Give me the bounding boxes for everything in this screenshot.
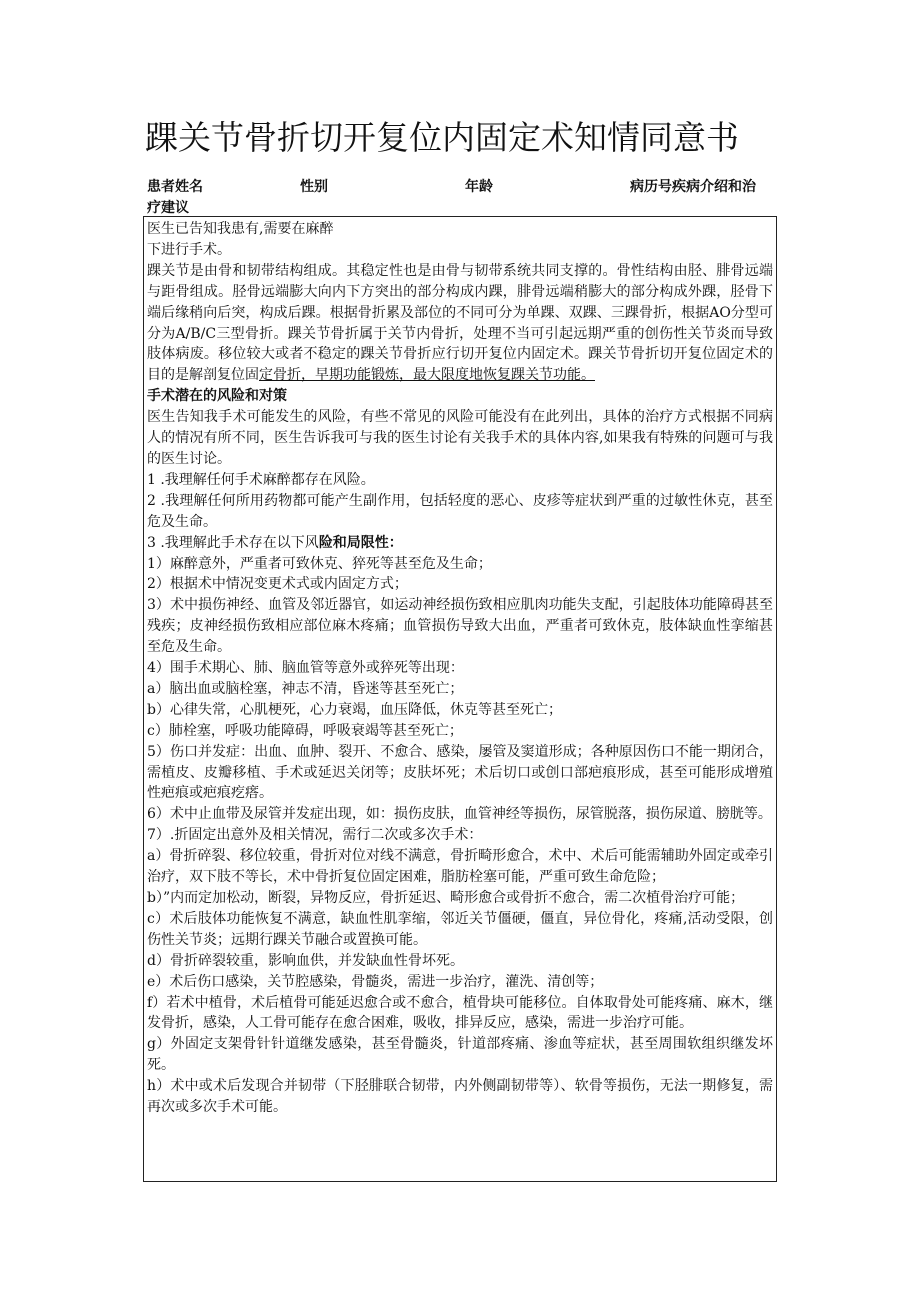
consent-content-box	[143, 216, 777, 1182]
risk-sub-2: 2）根据术中情况变更术式或内固定方式；	[147, 576, 408, 593]
document-title: 踝关节骨折切开复位内固定术知情同意书	[145, 118, 739, 157]
risks-intro: 医生告知我手术可能发生的风险，有些不常见的风险可能没有在此列出，具体的治疗方式根据不同病人的情况有所不同，医生告诉我可与我的医生讨论有关我手术的具体内容,如果我有特殊的问题可与我的医生讨论。	[147, 409, 773, 467]
intro-line-2: 下进行手术。	[147, 241, 231, 258]
risk-sub-7g: g）外固定支架骨针针道继发感染，甚至骨髓炎，针道部疼痛、渗血等症状，甚至周围软组织继发坏死。	[147, 1036, 773, 1074]
risk-item-3-bold: 险和局限性：	[318, 534, 403, 551]
risks-heading: 手术潜在的风险和对策	[147, 388, 287, 405]
age-label: 年龄	[465, 179, 493, 195]
risk-item-3	[147, 533, 773, 554]
patient-info-row	[147, 176, 787, 196]
gender-label: 性别	[300, 179, 328, 195]
risk-sub-7c: c）术后肢体功能恢复不满意，缺血性肌挛缩，邻近关节僵硬，僵直，异位骨化，疼痛,活动受限，创伤性关节炎；远期行踝关节融合或置换可能。	[147, 910, 773, 948]
ankle-description-text: 踝关节是由骨和韧带结构组成。其稳定性也是由骨与韧带系统共同支撑的。骨性结构由胫、腓骨远端与距骨组成。胫骨远端膨大向内下方突出的部分构成内踝，腓骨远端稍膨大的部分构成外踝，胫骨下端后缘稍向后突，构成后踝。根据骨折累及部位的不同可分为单踝、双踝、三踝骨折，根据AO分型可分为A/B/C三型骨折。踝关节骨折属于关节内骨折，处理不当可引起远期严重的创伤性关节炎而导致肢体病废。移位较大或者不稳定的踝关节骨折应行切开复位内固定术。踝关节骨折切开复位固定术的目的是解剖复位固	[147, 262, 773, 384]
risk-sub-7h: h）术中或术后发现合并韧带（下胫腓联合韧带，内外侧副韧带等）、软骨等损伤，无法一期修复，需再次或多次手术可能。	[147, 1078, 773, 1116]
risk-item-1: 1 .我理解任何手术麻醉都存在风险。	[147, 471, 375, 488]
ankle-description	[147, 261, 773, 386]
risk-sub-7d: d）骨折碎裂较重，影响血供，并发缺血性骨坏死。	[147, 952, 464, 969]
risk-item-2: 2 .我理解任何所用药物都可能产生副作用，包括轻度的恶心、皮疹等症状到严重的过敏性休克，甚至危及生命。	[147, 492, 773, 530]
risk-sub-1: 1）麻醉意外，严重者可致休克、猝死等甚至危及生命；	[147, 555, 492, 572]
risk-item-3-prefix: 3 .我理解此手术存在以下风	[147, 534, 319, 551]
risk-sub-4c: c）肺栓塞，呼吸功能障碍，呼吸衰竭等甚至死亡；	[147, 722, 463, 739]
risk-sub-7b: b）”内而定加松动，断裂，异物反应，骨折延迟、畸形愈合或骨折不愈合，需二次植骨治疗可能；	[147, 890, 745, 906]
risk-sub-7: 7）.折固定出意外及相关情况，需行二次或多次手术：	[147, 827, 483, 844]
ankle-description-underlined: 定骨折，早期功能锻炼，最大限度地恢复踝关节功能。	[259, 367, 595, 384]
record-number-label: 病历号疾病介绍和治	[630, 179, 756, 195]
risk-sub-3: 3）术中损伤神经、血管及邻近器官，如运动神经损伤致相应肌肉功能失支配，引起肢体功能障碍甚至残疾；皮神经损伤致相应部位麻木疼痛；血管损伤导致大出血，严重者可致休克，肢体缺血性挛缩甚至危及生命。	[147, 597, 773, 656]
risk-sub-5: 5）伤口并发症：出血、血肿、裂开、不愈合、感染，屡管及窦道形成；各种原因伤口不能一期闭合，需植皮、皮瓣移植、手术或延迟关闭等；皮肤坏死；术后切口或创口部疤痕形成，甚至可能形成增殖性疤痕或疤痕疙瘩。	[147, 743, 773, 802]
risk-sub-7f: f）若术中植骨，术后植骨可能延迟愈合或不愈合，植骨块可能移位。自体取骨处可能疼痛、麻木，继发骨折，感染，人工骨可能存在愈合困难，吸收，排异反应，感染，需进一步治疗可能。	[147, 994, 773, 1032]
record-intro-continuation: 疗建议	[147, 200, 189, 216]
risk-sub-7a: a）骨折碎裂、移位较重，骨折对位对线不满意，骨折畸形愈合，术中、术后可能需辅助外固定或牵引治疗，双下肢不等长，术中骨折复位固定困难，脂肪栓塞可能，严重可致生命危险；	[147, 848, 773, 886]
risk-sub-6: 6）术中止血带及尿管并发症出现，如：损伤皮肤，血管神经等损伤，尿管脱落，损伤尿道、膀胱等。	[147, 806, 772, 823]
risk-sub-4: 4）围手术期心、肺、脑血管等意外或猝死等出现：	[147, 660, 464, 677]
patient-name-label: 患者姓名	[147, 179, 203, 195]
intro-line-1: 医生已告知我患有,需要在麻醉	[147, 221, 334, 237]
risk-sub-7e: e）术后伤口感染，关节腔感染，骨髓炎，需进一步治疗，灌洗、清创等；	[147, 973, 604, 990]
risk-sub-4b: b）心律失常，心肌梗死，心力衰竭，血压降低，休克等甚至死亡；	[147, 701, 562, 718]
risk-sub-4a: a）脑出血或脑栓塞，神志不清，昏迷等甚至死亡；	[147, 680, 464, 697]
